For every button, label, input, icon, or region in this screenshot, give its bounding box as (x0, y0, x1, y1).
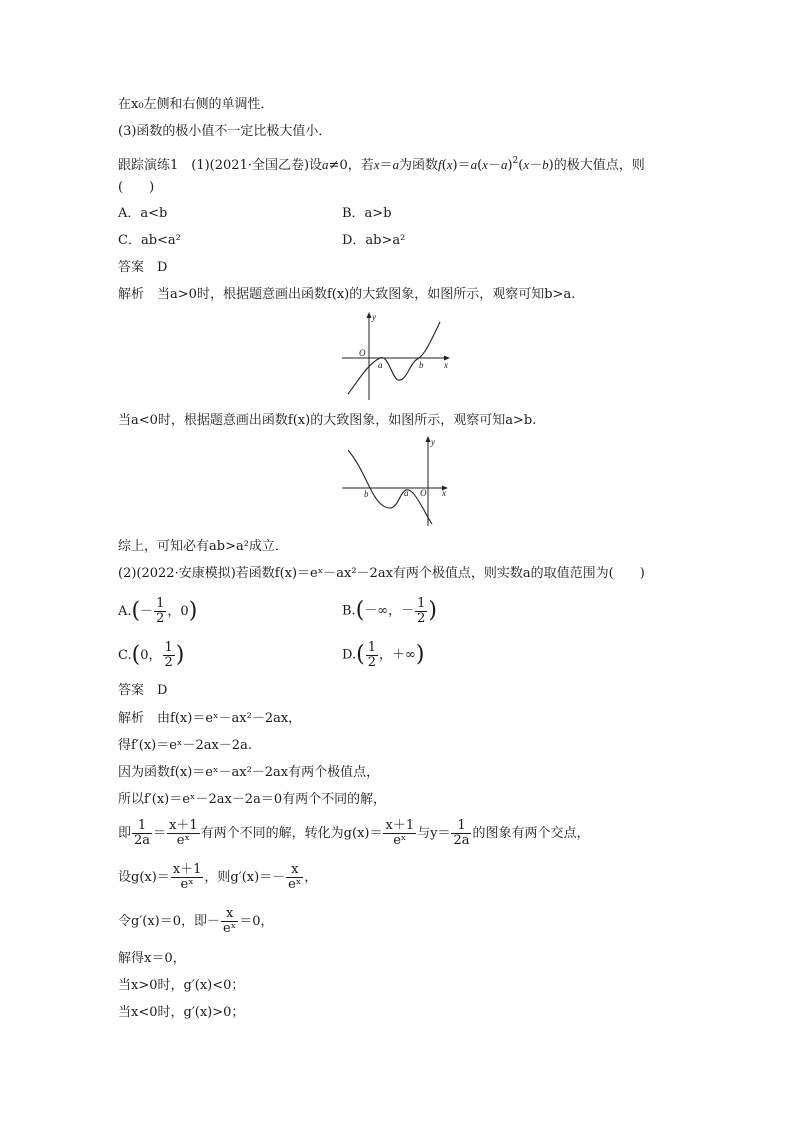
point-b-label: b (419, 360, 424, 370)
option-a: A．a<b B．a>b (118, 206, 392, 221)
y-axis-label: y (372, 312, 376, 322)
option-row (118, 594, 437, 628)
answer-line: 答案 D (118, 683, 168, 698)
x-axis-label: x (442, 488, 446, 498)
option-b: B．a>b (342, 206, 392, 221)
answer-bracket: ( ) (118, 180, 155, 195)
problem-stem: (2)(2022·安康模拟)若函数f(x)＝eˣ－ax²－2ax有两个极值点，则实数a的取值范围为( ) (118, 566, 645, 581)
option-a: A.(－ $\frac{1}{2}$ ，0) (118, 595, 198, 626)
origin-label: O (359, 348, 366, 358)
option-d: D．ab>a² (342, 233, 406, 248)
option-b: B.(－∞，－ $\frac{1}{2}$ ) (342, 595, 437, 626)
origin-label: O (420, 488, 427, 498)
answer-line: 答案 D (118, 260, 168, 275)
solution-step: 即 $\frac{1}{2a}$ ＝ $\frac{x+1}{\text{eˣ}}$ 有两个不同的解，转化为g(x)＝ $\frac{x+1}{\text{eˣ}}$ 与y＝ $\frac{1}{2a}$ 的图象有两个交点， (118, 818, 590, 848)
solution-step: 得f′(x)＝eˣ－2ax－2a. (118, 738, 252, 753)
x-axis-label: x (444, 360, 448, 370)
solution-step: 令g′(x)＝0，即－ $\frac{x}{\text{eˣ}}$ ＝0， (118, 906, 274, 936)
point-b-label: b (364, 489, 369, 499)
conclusion-line: 综上，可知必有ab>a²成立． (118, 539, 288, 554)
solution-step: 因为函数f(x)＝eˣ－ax²－2ax有两个极值点， (118, 765, 380, 780)
option-row (118, 638, 425, 672)
analysis-line: 解析 由f(x)＝eˣ－ax²－2ax， (118, 711, 302, 726)
solution-step: 当x>0时，g′(x)<0； (118, 978, 245, 993)
y-axis-label: y (431, 437, 435, 447)
option-d: D.( $\frac{1}{2}$ ，＋∞) (342, 639, 425, 670)
text-line: 在x₀左侧和右侧的单调性． (118, 97, 274, 112)
text-line: (3)函数的极小值不一定比极大值小． (118, 124, 332, 139)
solution-step: 设g(x)＝ $\frac{x+1}{\text{eˣ}}$ ，则g′(x)＝－ $\frac{x}{\text{eˣ}}$ ， (118, 862, 318, 892)
graph-a-positive (338, 308, 458, 403)
point-a-label: a (404, 488, 409, 498)
option-c: C．ab<a² D．ab>a² (118, 233, 406, 248)
problem-stem: 跟踪演练1 (1)(2021·全国乙卷)设a≠0，若x＝a为函数$f(x)=a(x-a)^2(x-b)$的极大值点，则 (118, 156, 645, 173)
option-c: C.(0， $\frac{1}{2}$ ) (118, 639, 185, 670)
point-a-label: a (378, 360, 383, 370)
solution-step: 解得x＝0， (118, 951, 186, 966)
solution-step: 当x<0时，g′(x)>0； (118, 1005, 245, 1020)
analysis-line: 解析 当a>0时，根据题意画出函数f(x)的大致图象，如图所示，观察可知b>a. (118, 287, 576, 302)
solution-step: 所以f′(x)＝eˣ－2ax－2a＝0有两个不同的解， (118, 792, 387, 807)
graph-a-negative (338, 434, 458, 529)
analysis-line: 当a<0时，根据题意画出函数f(x)的大致图象，如图所示，观察可知a>b. (118, 413, 537, 428)
